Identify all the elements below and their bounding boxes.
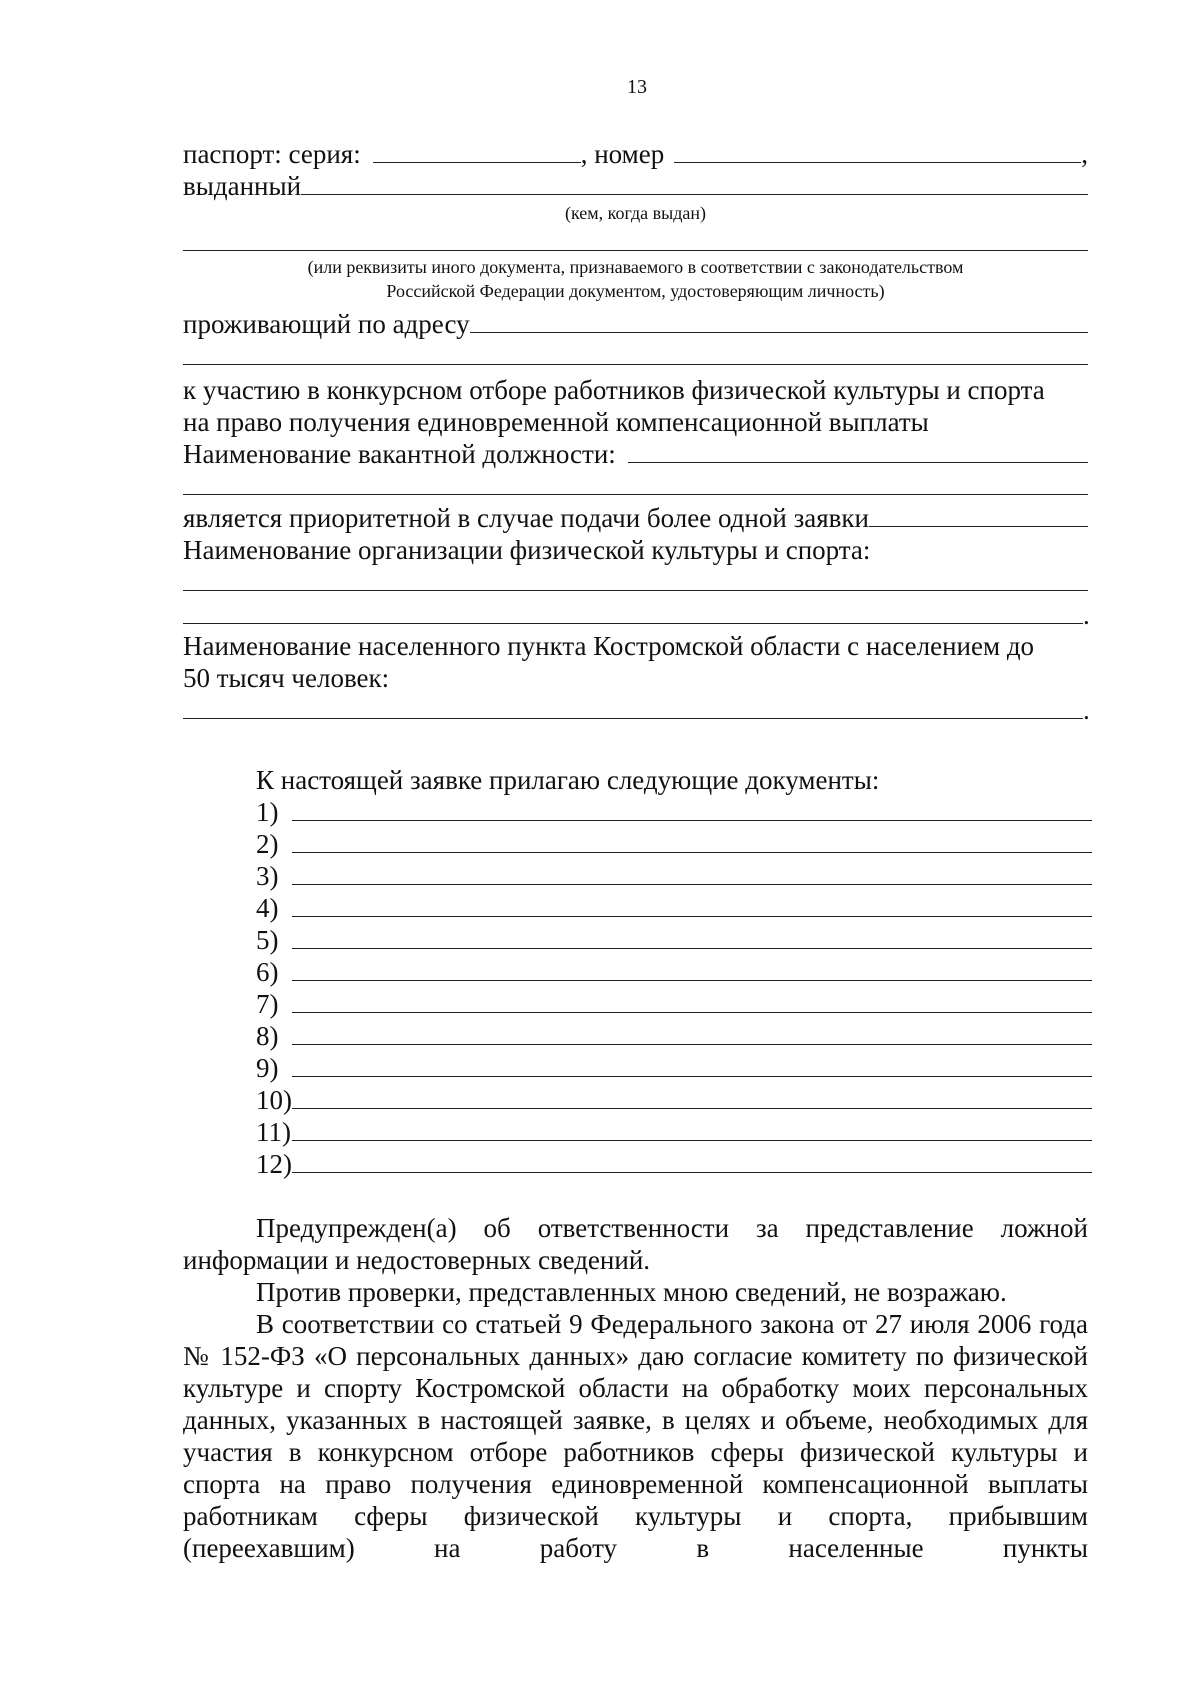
- issued-caption: (кем, когда выдан): [564, 203, 706, 223]
- attachment-field[interactable]: [292, 796, 1092, 821]
- participation-line-2: на право получения единовременной компенсационной выплаты: [183, 407, 929, 437]
- other-document-field[interactable]: [183, 250, 1088, 251]
- attachment-field[interactable]: [292, 956, 1092, 981]
- org-label: Наименование организации физической культуры и спорта:: [183, 535, 871, 565]
- attachment-field[interactable]: [292, 988, 1092, 1013]
- attachment-item: 1): [256, 796, 1092, 828]
- org-field-1[interactable]: [183, 590, 1088, 591]
- issued-label: выданный: [183, 171, 302, 201]
- attachment-field[interactable]: [292, 924, 1092, 949]
- passport-series-field[interactable]: [373, 138, 581, 163]
- attachments-title: К настоящей заявке прилагаю следующие документы:: [256, 765, 880, 795]
- attachment-item: 8): [256, 1020, 1092, 1052]
- consent-paragraph: В соответствии со статьей 9 Федерального закона от 27 июля 2006 года № 152-ФЗ «О персональных данных» даю согласие комитету по физической культуре и спорту Костромской области на обработку моих персональных данных, указанных в настоящей заявке, в целях и объеме, необходимых для участия в конкурсном отборе работников сферы физической культуры и спорта на право получения единовременной компенсационной выплаты работникам сферы физической культуры и спорта, прибывшим (переехавшим) на работу в населенные пункты: [183, 1309, 1088, 1563]
- attachment-field[interactable]: [292, 1116, 1092, 1141]
- org-field-2[interactable]: [183, 623, 1083, 624]
- other-document-caption-1: (или реквизиты иного документа, признаваемого в соответствии с законодательством: [307, 257, 964, 277]
- attachment-item: 9): [256, 1052, 1092, 1084]
- body-text: [183, 1212, 1088, 1564]
- attachment-item: 6): [256, 956, 1092, 988]
- passport-comma: ,: [1081, 139, 1088, 169]
- issued-field[interactable]: [301, 170, 1088, 195]
- passport-number-label: , номер: [580, 139, 665, 169]
- locality-period: .: [1083, 695, 1090, 725]
- attachments-list: [256, 796, 1092, 1180]
- priority-line: [183, 502, 1088, 534]
- attachment-field[interactable]: [292, 828, 1092, 853]
- passport-line: [183, 138, 1088, 170]
- vacancy-field[interactable]: [628, 438, 1088, 463]
- attachment-item: 5): [256, 924, 1092, 956]
- page-number: 13: [627, 76, 647, 98]
- attachment-item: 11): [256, 1116, 1092, 1148]
- participation-line-1: к участию в конкурсном отборе работников физической культуры и спорта: [183, 375, 1045, 405]
- attachment-item: 7): [256, 988, 1092, 1020]
- attachment-field[interactable]: [292, 1148, 1092, 1173]
- vacancy-label: Наименование вакантной должности:: [183, 439, 616, 469]
- org-period: .: [1083, 600, 1090, 630]
- locality-field[interactable]: [183, 718, 1083, 719]
- locality-label-1: Наименование населенного пункта Костромской области с населением до: [183, 631, 1035, 661]
- vacancy-line: [183, 438, 1088, 470]
- attachment-field[interactable]: [292, 892, 1092, 917]
- address-line: [183, 308, 1088, 340]
- other-document-caption-2: Российской Федерации документом, удостоверяющим личность): [386, 281, 885, 301]
- attachment-item: 2): [256, 828, 1092, 860]
- passport-number-field[interactable]: [674, 138, 1081, 163]
- attachment-field[interactable]: [292, 1020, 1092, 1045]
- vacancy-field-2[interactable]: [183, 494, 1088, 495]
- attachment-item: 3): [256, 860, 1092, 892]
- attachment-item: 4): [256, 892, 1092, 924]
- priority-label: является приоритетной в случае подачи более одной заявки: [183, 503, 869, 533]
- attachment-item: 10): [256, 1084, 1092, 1116]
- issued-line: [183, 170, 1088, 202]
- address-label: проживающий по адресу: [183, 309, 470, 339]
- attachment-field[interactable]: [292, 1084, 1092, 1109]
- locality-label-2: 50 тысяч человек:: [183, 663, 390, 693]
- no-objection-paragraph: Против проверки, представленных мною сведений, не возражаю.: [256, 1277, 1007, 1307]
- attachment-item: 12): [256, 1148, 1092, 1180]
- attachment-field[interactable]: [292, 1052, 1092, 1077]
- attachment-field[interactable]: [292, 860, 1092, 885]
- address-field-2[interactable]: [183, 364, 1088, 365]
- passport-series-label: паспорт: серия:: [183, 139, 361, 169]
- warning-paragraph: Предупрежден(а) об ответственности за представление ложной информации и недостоверных сведений.: [183, 1213, 1088, 1275]
- address-field[interactable]: [470, 308, 1088, 333]
- priority-field[interactable]: [869, 502, 1088, 527]
